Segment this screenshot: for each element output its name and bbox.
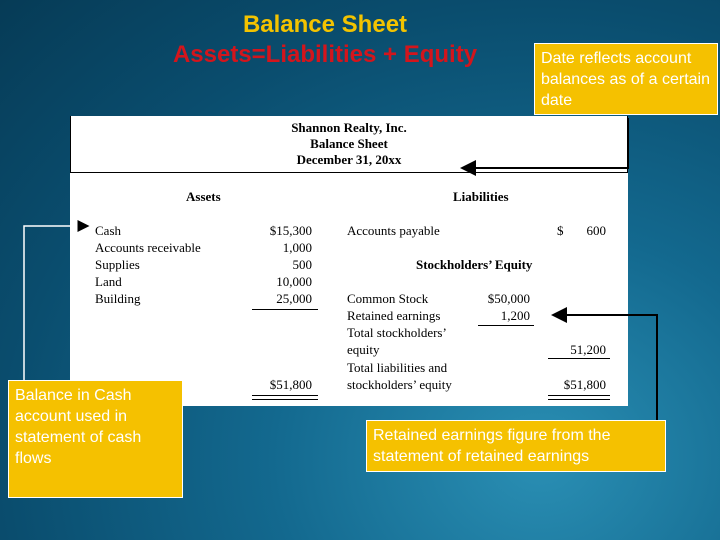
title-equation: Assets=Liabilities + Equity <box>172 41 478 68</box>
date-connector-arrow <box>462 118 628 168</box>
callout-cash: Balance in Cash account used in statement of cash flows <box>8 380 183 498</box>
statement-name: Balance Sheet <box>310 136 388 151</box>
assets-heading: Assets <box>186 189 221 204</box>
equity-heading: Stockholders’ Equity <box>416 257 533 272</box>
title-balance-sheet: Balance Sheet <box>242 11 408 38</box>
total-equity-value: 51,200 <box>570 342 606 357</box>
equity-label: Retained earnings <box>347 308 441 323</box>
asset-label: Land <box>95 274 122 289</box>
liability-currency: $ <box>557 223 564 238</box>
liability-value: 600 <box>586 223 606 238</box>
equity-label: Common Stock <box>347 291 429 306</box>
total-liab-equity-value: $51,800 <box>563 377 606 392</box>
callout-date: Date reflects account balances as of a certain date <box>534 43 718 115</box>
total-assets-value: $51,800 <box>269 377 312 392</box>
statement-date: December 31, 20xx <box>296 152 402 167</box>
asset-value: 10,000 <box>276 274 312 289</box>
callout-retained-earnings: Retained earnings figure from the statement of retained earnings <box>366 420 666 472</box>
asset-value: $15,300 <box>269 223 312 238</box>
asset-label: Building <box>95 291 141 306</box>
cash-connector-arrow <box>24 226 88 380</box>
asset-label: Cash <box>95 223 121 238</box>
equity-value: 1,200 <box>500 308 530 323</box>
asset-value: 1,000 <box>282 240 312 255</box>
company-name: Shannon Realty, Inc. <box>291 120 407 135</box>
total-liab-equity-label-cont: stockholders’ equity <box>347 377 452 392</box>
liability-label: Accounts payable <box>347 223 440 238</box>
asset-value: 500 <box>292 257 312 272</box>
asset-label: Supplies <box>95 257 140 272</box>
asset-label: Accounts receivable <box>95 240 201 255</box>
total-equity-label-cont: equity <box>347 342 380 357</box>
total-liab-equity-label: Total liabilities and <box>347 360 448 375</box>
equity-value: $50,000 <box>487 291 530 306</box>
total-equity-label: Total stockholders’ <box>347 325 447 340</box>
asset-value: 25,000 <box>276 291 312 306</box>
retained-connector-arrow <box>553 315 657 420</box>
liabilities-heading: Liabilities <box>453 189 509 204</box>
